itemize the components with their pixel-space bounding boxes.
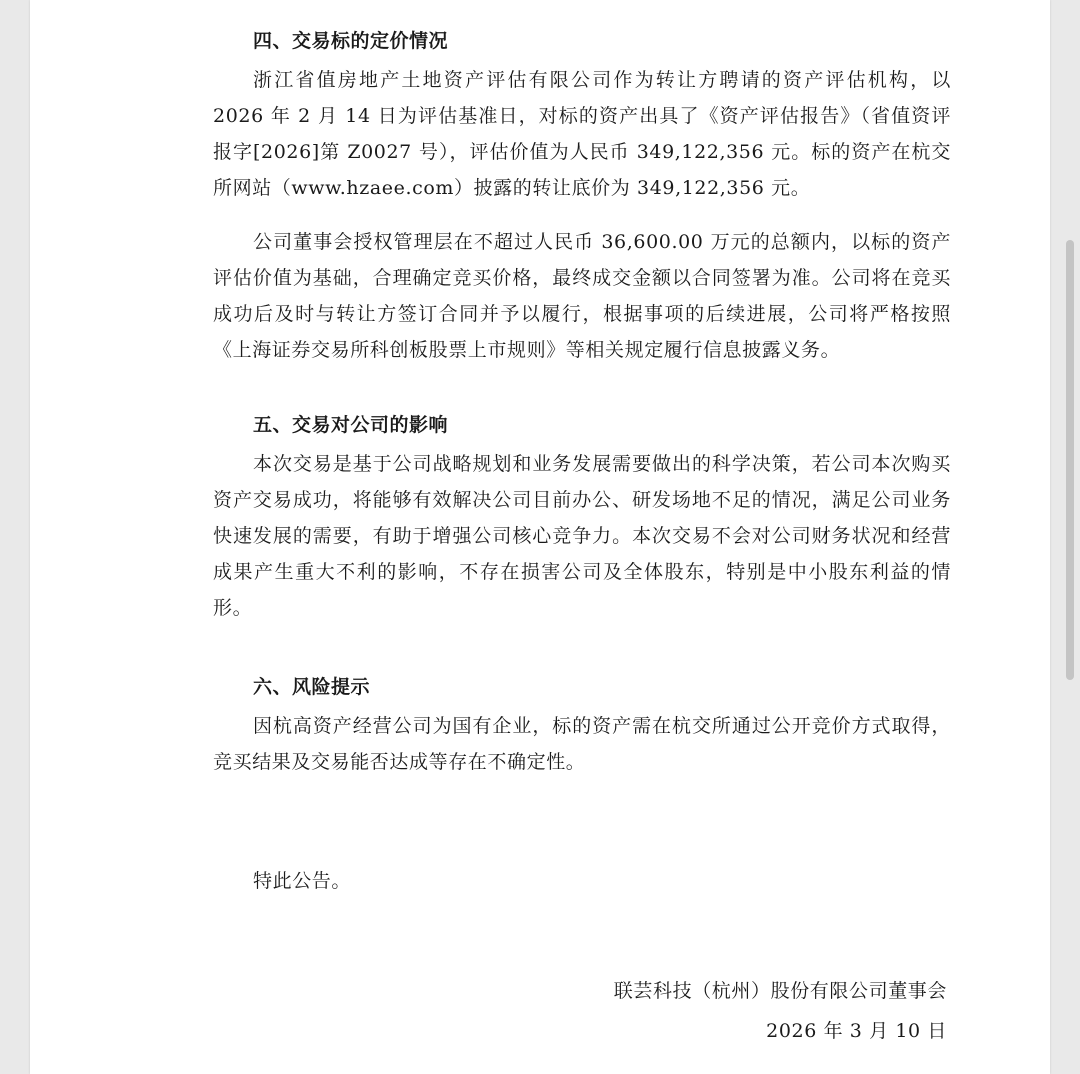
signature-company: 联芸科技（杭州）股份有限公司董事会 [613,980,947,1002]
closing-announcement: 特此公告。 [253,870,352,892]
section-5-paragraph-1: 本次交易是基于公司战略规划和业务发展需要做出的科学决策，若公司本次购买资产交易成功，将能够有效解决公司目前办公、研发场地不足的情况，满足公司业务快速发展的需要，有助于增强公司核心竞争力。本次交易不会对公司财务状况和经营成果产生重大不利的影响，不存在损害公司及全体股东，特别是中小股东利益的情形。 [213,453,951,619]
document-page [30,0,1050,1074]
signature-date: 2026 年 3 月 10 日 [766,1020,947,1042]
section-4-heading: 四、交易标的定价情况 [253,30,449,52]
section-6-heading: 六、风险提示 [253,676,371,698]
section-5-heading: 五、交易对公司的影响 [253,414,449,436]
section-4-paragraph-2: 公司董事会授权管理层在不超过人民币 36,600.00 万元的总额内，以标的资产评估价值为基础，合理确定竞买价格，最终成交金额以合同签署为准。公司将在竞买成功后及时与转让方签订合同并予以履行，根据事项的后续进展，公司将严格按照《上海证券交易所科创板股票上市规则》等相关规定履行信息披露义务。 [213,231,951,361]
scrollbar-thumb[interactable] [1066,240,1074,680]
section-4-paragraph-1: 浙江省值房地产土地资产评估有限公司作为转让方聘请的资产评估机构，以 2026 年 2 月 14 日为评估基准日，对标的资产出具了《资产评估报告》（省值资评报字[2026]第 Z0027 号），评估价值为人民币 349,122,356 元。标的资产在杭交所网站（www.hzaee.com）披露的转让底价为 349,122,356 元。 [213,69,951,199]
section-6-paragraph-1: 因杭高资产经营公司为国有企业，标的资产需在杭交所通过公开竞价方式取得，竞买结果及交易能否达成等存在不确定性。 [213,715,951,773]
